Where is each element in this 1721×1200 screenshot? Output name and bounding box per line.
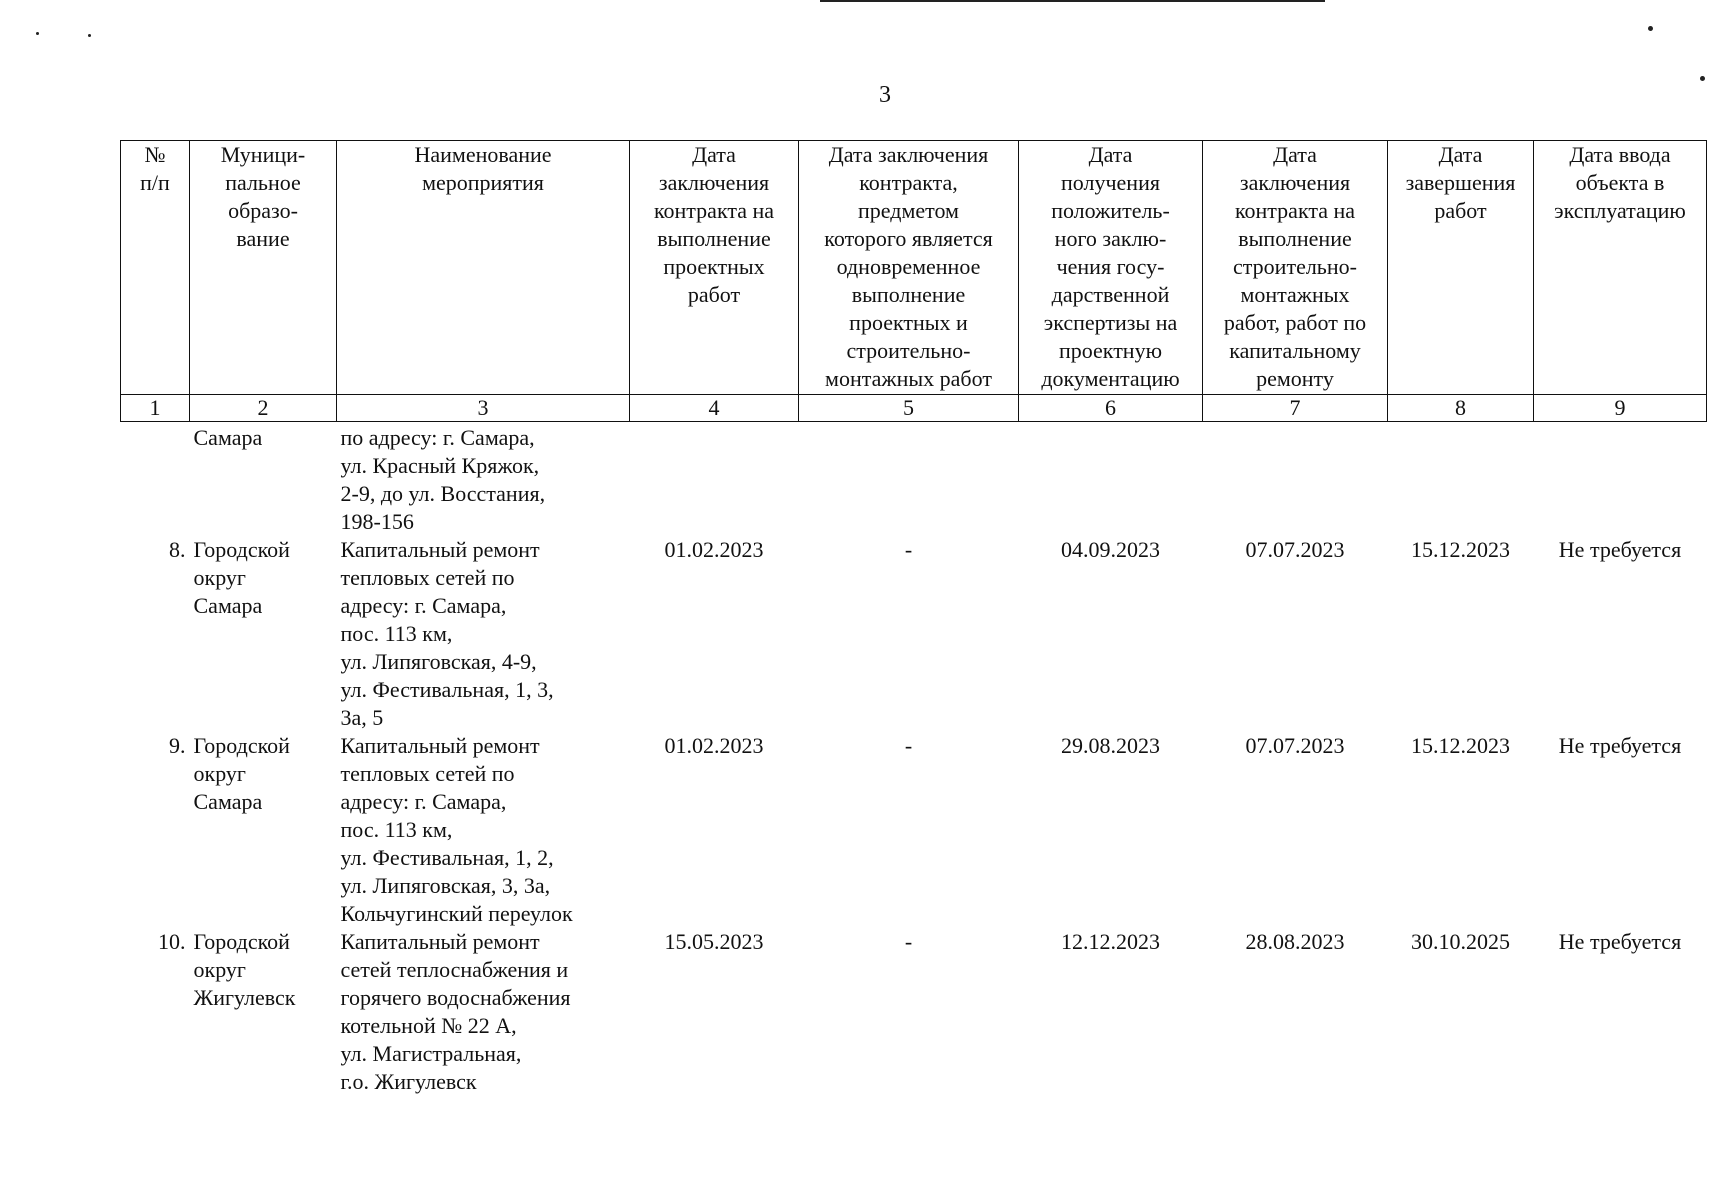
table-row (121, 422, 1707, 537)
schedule-table (120, 140, 1707, 1096)
cell-line: горячего водоснабжения (340, 985, 571, 1010)
header-cell (1019, 141, 1203, 395)
header-line: Дата (1088, 142, 1133, 167)
header-line: строительно- (1233, 254, 1357, 279)
cell-line: Жигулевск (193, 985, 296, 1010)
row-number: 8. (169, 537, 186, 562)
design-contract-date: 01.02.2023 (664, 733, 764, 758)
cell-line: округ (193, 957, 246, 982)
municipality-cell (190, 536, 337, 732)
completion-date: 15.12.2023 (1411, 537, 1510, 562)
header-line: получения (1061, 170, 1160, 195)
header-line: монтажных (1240, 282, 1350, 307)
completion-date: 15.12.2023 (1411, 733, 1510, 758)
column-number: 9 (1534, 395, 1707, 422)
header-cell (1203, 141, 1388, 395)
column-number: 1 (121, 395, 190, 422)
cell-line: тепловых сетей по (340, 761, 515, 786)
completion-date: 30.10.2025 (1411, 929, 1510, 954)
header-line: ремонту (1256, 366, 1334, 391)
header-line: контракта, (859, 170, 958, 195)
cell-line: 198-156 (340, 509, 414, 534)
cell-line: котельной № 22 А, (340, 1013, 517, 1038)
column-number: 3 (337, 395, 630, 422)
header-line: завершения (1405, 170, 1516, 195)
expertise-date: 29.08.2023 (1061, 733, 1160, 758)
header-line: проектную (1058, 338, 1163, 363)
cell-line: адресу: г. Самара, (340, 593, 507, 618)
column-number: 8 (1388, 395, 1534, 422)
cell-line: Капитальный ремонт (340, 929, 540, 954)
event-name-cell (337, 928, 630, 1096)
expertise-date: 12.12.2023 (1061, 929, 1160, 954)
cell-line: ул. Липяговская, 3, 3а, (340, 873, 551, 898)
construction-contract-date: 28.08.2023 (1245, 929, 1345, 954)
cell-line: Самара (193, 593, 263, 618)
commissioning-date (1534, 422, 1707, 537)
header-line: экспертизы на (1043, 310, 1178, 335)
cell-line: Самара (193, 789, 263, 814)
header-line: вание (236, 226, 290, 251)
header-line: Дата (1438, 142, 1483, 167)
cell-line: ул. Фестивальная, 1, 2, (340, 845, 554, 870)
cell-line: пос. 113 км, (340, 817, 453, 842)
cell-line: адресу: г. Самара, (340, 789, 507, 814)
municipality-cell (190, 732, 337, 928)
scan-speck (36, 32, 39, 35)
header-cell (799, 141, 1019, 395)
header-line: выполнение (1238, 226, 1352, 251)
scan-speck (1700, 76, 1705, 81)
header-line: Дата (1273, 142, 1317, 167)
cell-line: ул. Фестивальная, 1, 3, (340, 677, 554, 702)
header-line: предметом (858, 198, 959, 223)
municipality-cell (190, 928, 337, 1096)
header-line: которого является (824, 226, 993, 251)
design-contract-date: 01.02.2023 (664, 537, 764, 562)
header-line: Муници- (220, 142, 306, 167)
column-number: 7 (1203, 395, 1388, 422)
header-line: выполнение (657, 226, 771, 251)
header-line: Дата заключения (828, 142, 989, 167)
cell-line: по адресу: г. Самара, (340, 425, 535, 450)
header-row (121, 141, 1707, 395)
header-line: строительно- (846, 338, 971, 363)
header-line: чения госу- (1056, 254, 1165, 279)
header-line: мероприятия (422, 170, 544, 195)
construction-contract-date (1203, 422, 1388, 537)
cell-line: округ (193, 565, 246, 590)
header-line: положитель- (1051, 198, 1170, 223)
cell-line: 2-9, до ул. Восстания, (340, 481, 546, 506)
header-line: образо- (228, 198, 298, 223)
cell-line: ул. Липяговская, 4-9, (340, 649, 537, 674)
header-line: Дата (692, 142, 736, 167)
row-number: 9. (169, 733, 186, 758)
completion-date (1388, 422, 1534, 537)
column-number: 4 (630, 395, 799, 422)
column-number-row (121, 395, 1707, 422)
commissioning-date: Не требуется (1558, 929, 1682, 954)
cell-line: Капитальный ремонт (340, 537, 540, 562)
header-line: работ, работ по (1223, 310, 1367, 335)
header-cell (337, 141, 630, 395)
cell-line: Кольчугинский переулок (340, 901, 573, 926)
table-row (121, 928, 1707, 1096)
expertise-date (1019, 422, 1203, 537)
table-row (121, 732, 1707, 928)
table-row (121, 536, 1707, 732)
commissioning-date: Не требуется (1558, 733, 1682, 758)
cell-line: ул. Красный Кряжок, (340, 453, 540, 478)
header-line: капитальному (1229, 338, 1361, 363)
cell-line: 3а, 5 (340, 705, 384, 730)
header-line: № (144, 142, 166, 167)
header-line: объекта в (1575, 170, 1665, 195)
cell-line: Городской (193, 929, 290, 954)
scan-top-line (820, 0, 1325, 2)
header-line: выполнение (851, 282, 966, 307)
design-contract-date: 15.05.2023 (664, 929, 764, 954)
construction-contract-date: 07.07.2023 (1245, 733, 1345, 758)
header-cell (190, 141, 337, 395)
column-number: 6 (1019, 395, 1203, 422)
municipality-cell (190, 422, 337, 537)
cell-line: Городской (193, 537, 290, 562)
cell-line: тепловых сетей по (340, 565, 515, 590)
header-line: заключения (658, 170, 770, 195)
header-line: эксплуатацию (1554, 198, 1686, 223)
header-cell (1534, 141, 1707, 395)
header-line: пальное (225, 170, 301, 195)
row-number: 10. (158, 929, 186, 954)
header-line: одновременное (836, 254, 981, 279)
cell-line: Городской (193, 733, 290, 758)
scan-speck (1648, 26, 1653, 31)
row-number (121, 422, 190, 537)
header-line: п/п (140, 170, 170, 195)
header-line: контракта на (1234, 198, 1356, 223)
commissioning-date: Не требуется (1558, 537, 1682, 562)
header-cell (121, 141, 190, 395)
header-line: работ (1434, 198, 1487, 223)
header-line: монтажных работ (825, 366, 992, 391)
cell-line: ул. Магистральная, (340, 1041, 522, 1066)
cell-line: Самара (193, 425, 263, 450)
column-number: 5 (799, 395, 1019, 422)
cell-line: сетей теплоснабжения и (340, 957, 569, 982)
event-name-cell (337, 422, 630, 537)
header-line: дарственной (1051, 282, 1170, 307)
design-contract-date (630, 422, 799, 537)
combined-contract-date: - (904, 537, 913, 562)
header-line: проектных (663, 254, 765, 279)
header-line: Дата ввода (1569, 142, 1671, 167)
header-cell (1388, 141, 1534, 395)
header-line: заключения (1239, 170, 1351, 195)
cell-line: округ (193, 761, 246, 786)
cell-line: г.о. Жигулевск (340, 1069, 477, 1094)
cell-line: Капитальный ремонт (340, 733, 540, 758)
combined-contract-date: - (904, 929, 913, 954)
header-cell (630, 141, 799, 395)
header-line: Наименование (414, 142, 552, 167)
expertise-date: 04.09.2023 (1061, 537, 1160, 562)
header-line: работ (687, 282, 741, 307)
event-name-cell (337, 536, 630, 732)
construction-contract-date: 07.07.2023 (1245, 537, 1345, 562)
column-number: 2 (190, 395, 337, 422)
combined-contract-date (799, 422, 1019, 537)
page-number: 3 (879, 82, 891, 108)
header-line: документацию (1041, 366, 1180, 391)
scan-speck (88, 34, 91, 37)
header-line: контракта на (653, 198, 775, 223)
event-name-cell (337, 732, 630, 928)
header-line: ного заклю- (1054, 226, 1167, 251)
cell-line: пос. 113 км, (340, 621, 453, 646)
combined-contract-date: - (904, 733, 913, 758)
header-line: проектных и (849, 310, 968, 335)
